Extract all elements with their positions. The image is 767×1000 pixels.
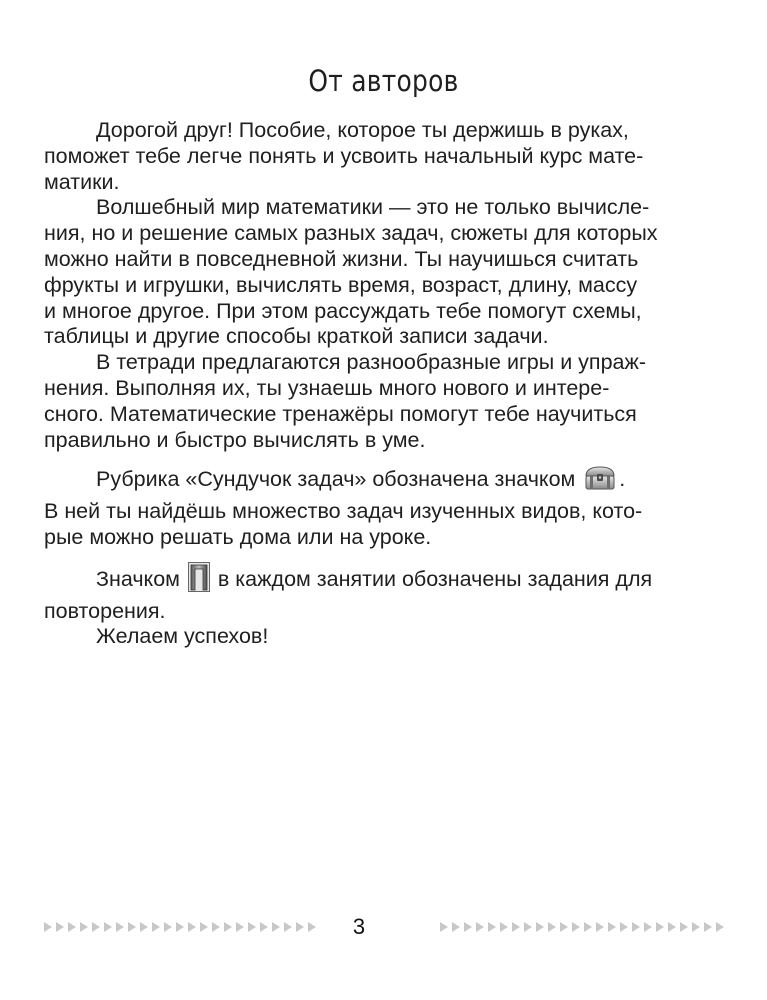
text-line: Волшебный мир математики — это не только вычисле- [96, 195, 650, 220]
text-line [44, 464, 724, 499]
paragraph-notebook [44, 350, 724, 453]
treasure-chest-icon [583, 464, 617, 499]
text-line: В тетради предлагаются разнообразные игры и упраж- [96, 350, 647, 375]
page-footer [44, 912, 724, 942]
text-fragment: в каждом занятии обозначены задания для [217, 566, 653, 591]
decorative-arrows-left [44, 921, 316, 933]
text-line: и многое другое. При этом рассуждать тебе помогут схемы, [44, 298, 642, 323]
text-fragment: . [619, 467, 626, 492]
text-line: таблицы и другие способы краткой записи задачи. [44, 324, 549, 349]
text-line: правильно и быстро вычислять в уме. [44, 427, 426, 452]
paragraph-repeat-tasks [44, 562, 724, 625]
text-line: рые можно решать дома или на уроке. [44, 524, 432, 549]
text-line: В ней ты найдёшь множество задач изученных видов, кото- [44, 499, 643, 524]
text-line: ния, но и решение самых разных задач, сюжеты для которых [44, 221, 658, 246]
paragraph-math-world [44, 195, 724, 350]
page-number: 3 [352, 914, 366, 939]
text-line: сного. Математические тренажёры помогут тебе научиться [44, 401, 637, 426]
text-line: нения. Выполняя их, ты узнаешь много нового и интере- [44, 375, 610, 400]
letter-p-icon [188, 562, 210, 599]
text-fragment: Рубрика «Сундучок задач» обозначена значком [96, 467, 576, 492]
text-fragment: Значком [96, 566, 180, 591]
text-line: фрукты и игрушки, вычислять время, возраст, длину, массу [44, 272, 638, 297]
page-title: От авторов [308, 64, 459, 98]
decorative-arrows-right [440, 921, 724, 933]
paragraph-chest-rubric [44, 464, 724, 550]
text-line: Желаем успехов! [96, 624, 269, 649]
text-line: Дорогой друг! Пособие, которое ты держишь в руках, [96, 118, 629, 142]
body-text [44, 118, 724, 650]
text-line: матики. [44, 169, 120, 194]
text-line [44, 562, 724, 599]
text-line: повторения. [44, 598, 166, 623]
paragraph-wishes [44, 624, 724, 650]
text-line: можно найти в повседневной жизни. Ты научишься считать [44, 246, 639, 271]
paragraph-intro [44, 118, 724, 195]
text-line: поможет тебе легче понять и усвоить начальный курс мате- [44, 143, 644, 168]
